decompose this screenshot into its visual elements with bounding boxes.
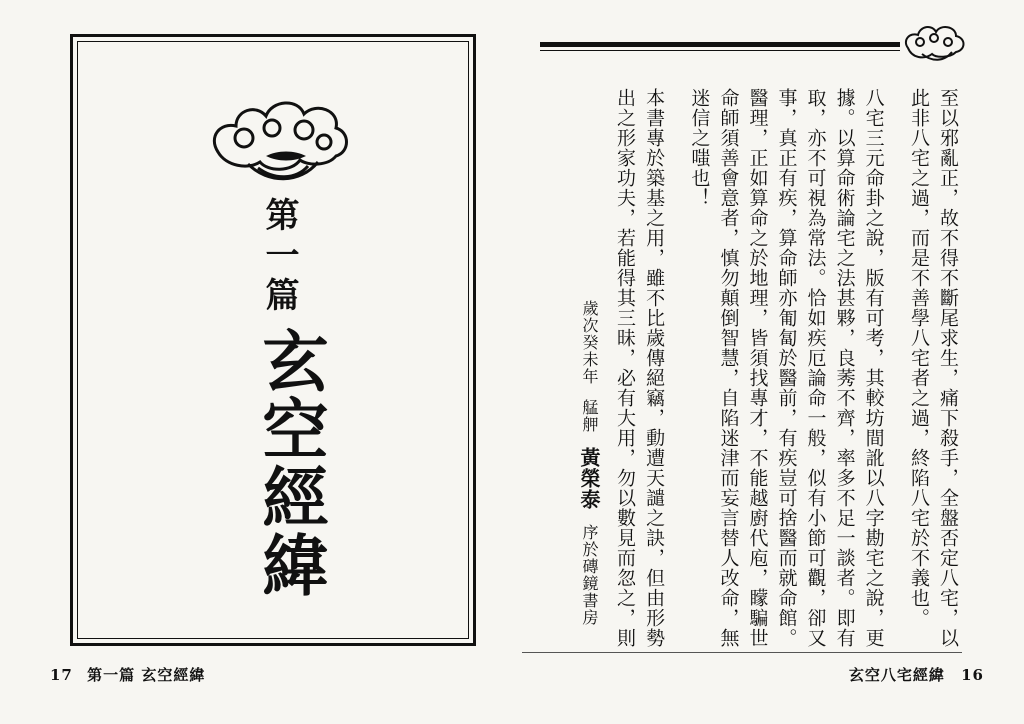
page-number: 16 bbox=[961, 666, 984, 684]
cloud-ornament-small-icon bbox=[902, 20, 968, 62]
text-column: 迷信之嗤也！ bbox=[688, 88, 711, 208]
title-frame bbox=[70, 34, 476, 646]
signature-author: 黃榮泰 bbox=[577, 447, 601, 510]
signature-suffix: 序於磚鏡書房 bbox=[580, 524, 599, 626]
cloud-ornament-icon bbox=[208, 92, 354, 184]
paragraph-gap bbox=[670, 88, 686, 648]
text-column: 醫理，正如算命之於地理，皆須找專才，不能越廚代庖，矇騙世 bbox=[746, 88, 769, 648]
signature-prefix: 艋舺 bbox=[580, 399, 599, 433]
running-title: 第一篇 玄空經緯 bbox=[87, 666, 206, 684]
header-rule-thin bbox=[540, 50, 900, 51]
left-page-footer bbox=[50, 664, 205, 685]
footer-rule bbox=[522, 652, 962, 653]
paragraph-gap bbox=[890, 88, 906, 648]
preface-signature bbox=[570, 300, 604, 640]
text-column: 至以邪亂正，故不得不斷尾求生，痛下殺手，全盤否定八宅，以 bbox=[937, 88, 959, 648]
part-heading: 第一篇 bbox=[259, 197, 299, 317]
header-rule bbox=[540, 42, 900, 47]
text-column: 此非八宅之過，而是不善學八宅者之過，終陷八宅於不義也。 bbox=[907, 88, 930, 628]
page-number: 17 bbox=[50, 666, 73, 684]
text-column: 事，真正有疾，算命師亦匍匐於醫前，有疾豈可捨醫而就命館。 bbox=[775, 88, 798, 648]
preface-text bbox=[612, 88, 964, 648]
text-column: 八宅三元命卦之說，版有可考，其較坊間訛以八字勘宅之說，更 bbox=[862, 88, 885, 648]
text-column: 取，亦不可視為常法。恰如疾厄論命一般，似有小節可觀，卻又 bbox=[804, 88, 827, 648]
text-column: 出之形家功夫，若能得其三昧，必有大用，勿以數見而忽之，則 bbox=[614, 88, 637, 648]
right-page-footer bbox=[849, 664, 984, 685]
book-title: 玄空經緯 bbox=[251, 327, 329, 599]
text-column: 據。以算命術論宅之法甚夥，良莠不齊，率多不足一談者。即有 bbox=[833, 88, 856, 648]
text-column: 本書專於築基之用，雖不比歲傳絕竊，動遭天譴之訣，但由形勢 bbox=[643, 88, 666, 648]
running-title: 玄空八宅經緯 bbox=[848, 666, 945, 684]
text-column: 命師須善會意者，慎勿顛倒智慧，自陷迷津而妄言替人改命，無 bbox=[717, 88, 740, 648]
right-page bbox=[512, 0, 1024, 724]
signature-date: 歲次癸未年 bbox=[580, 300, 599, 385]
